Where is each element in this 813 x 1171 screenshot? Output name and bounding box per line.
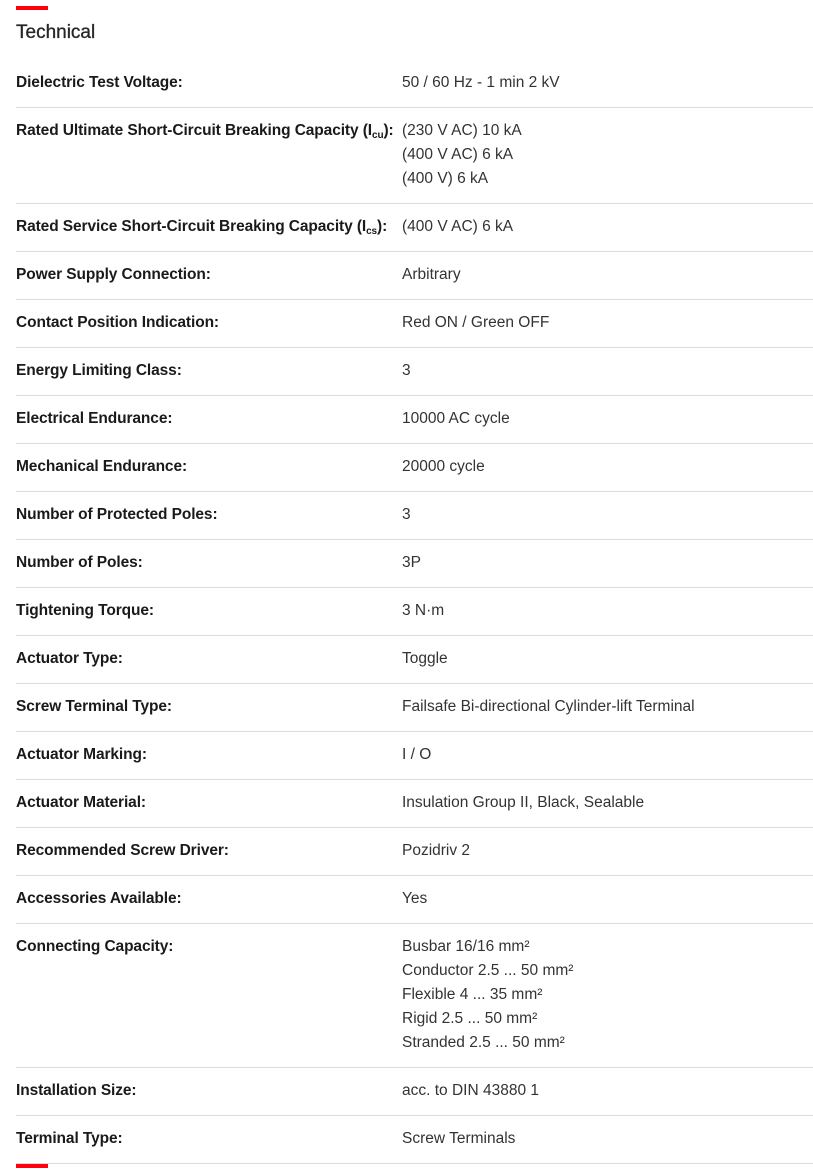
spec-label: Electrical Endurance: <box>16 410 173 427</box>
spec-value <box>402 791 813 815</box>
spec-label-suffix: ): <box>377 218 388 235</box>
spec-value <box>402 887 813 911</box>
section-accent-bar <box>16 6 48 10</box>
spec-row <box>16 204 813 252</box>
spec-value-line: Failsafe Bi-directional Cylinder-lift Terminal <box>402 698 695 715</box>
spec-row <box>16 588 813 636</box>
spec-row <box>16 348 813 396</box>
spec-row <box>16 300 813 348</box>
spec-row <box>16 492 813 540</box>
spec-value-line: 3 <box>402 506 411 523</box>
spec-value <box>402 263 813 287</box>
spec-value <box>402 359 813 383</box>
spec-value-line: (400 V AC) 6 kA <box>402 218 514 235</box>
spec-value <box>402 743 813 767</box>
spec-value <box>402 695 813 719</box>
spec-value <box>402 311 813 335</box>
spec-value-line: I / O <box>402 746 432 763</box>
next-section-accent-bar <box>16 1164 48 1168</box>
spec-value <box>402 503 813 527</box>
spec-label: Connecting Capacity: <box>16 938 174 955</box>
spec-row <box>16 108 813 204</box>
spec-label: Energy Limiting Class: <box>16 362 182 379</box>
spec-value <box>402 647 813 671</box>
spec-value-line: Conductor 2.5 ... 50 mm² <box>402 962 574 979</box>
spec-value-line: Busbar 16/16 mm² <box>402 938 530 955</box>
spec-value <box>402 215 813 239</box>
spec-label: Dielectric Test Voltage: <box>16 74 183 91</box>
spec-value <box>402 839 813 863</box>
spec-row <box>16 1068 813 1116</box>
spec-value-line: (230 V AC) 10 kA <box>402 122 522 139</box>
spec-label: Actuator Type: <box>16 650 123 667</box>
spec-value <box>402 71 813 95</box>
spec-value-line: Toggle <box>402 650 448 667</box>
spec-row <box>16 396 813 444</box>
spec-value-line: Rigid 2.5 ... 50 mm² <box>402 1010 538 1027</box>
spec-value <box>402 599 813 623</box>
spec-label-suffix: ): <box>383 122 394 139</box>
spec-value-line: 10000 AC cycle <box>402 410 510 427</box>
spec-label-text: Rated Service Short-Circuit Breaking Capacity (I <box>16 218 367 235</box>
spec-value-line: Pozidriv 2 <box>402 842 471 859</box>
spec-value-line: 20000 cycle <box>402 458 485 475</box>
spec-row <box>16 732 813 780</box>
spec-label: Mechanical Endurance: <box>16 458 188 475</box>
spec-value <box>402 407 813 431</box>
spec-label: Installation Size: <box>16 1082 137 1099</box>
spec-label: Contact Position Indication: <box>16 314 219 331</box>
spec-value-line: (400 V AC) 6 kA <box>402 146 514 163</box>
spec-value-line: Yes <box>402 890 428 907</box>
spec-label: Accessories Available: <box>16 890 182 907</box>
spec-row <box>16 876 813 924</box>
spec-table <box>16 60 813 1164</box>
spec-label: Number of Poles: <box>16 554 143 571</box>
spec-value-line: 3 N·m <box>402 602 445 619</box>
spec-label: Actuator Marking: <box>16 746 147 763</box>
spec-value-line: 50 / 60 Hz - 1 min 2 kV <box>402 74 560 91</box>
spec-value <box>402 455 813 479</box>
spec-row <box>16 780 813 828</box>
section-title: Technical <box>16 22 96 43</box>
spec-value <box>402 935 813 1055</box>
spec-label-text: Rated Ultimate Short-Circuit Breaking Capacity (I <box>16 122 372 139</box>
spec-row <box>16 636 813 684</box>
spec-value-line: Screw Terminals <box>402 1130 516 1147</box>
spec-label <box>16 215 402 239</box>
spec-value <box>402 119 813 191</box>
spec-label <box>16 119 402 191</box>
spec-row <box>16 924 813 1068</box>
spec-value-line: Insulation Group II, Black, Sealable <box>402 794 645 811</box>
spec-value-line: 3 <box>402 362 411 379</box>
spec-label-subscript: cs <box>366 226 378 237</box>
spec-value <box>402 551 813 575</box>
spec-label: Terminal Type: <box>16 1130 123 1147</box>
spec-value <box>402 1079 813 1103</box>
spec-label: Number of Protected Poles: <box>16 506 218 523</box>
spec-label: Tightening Torque: <box>16 602 154 619</box>
spec-value-line: Red ON / Green OFF <box>402 314 550 331</box>
spec-row <box>16 1116 813 1164</box>
spec-label: Actuator Material: <box>16 794 146 811</box>
spec-label: Screw Terminal Type: <box>16 698 172 715</box>
spec-label: Power Supply Connection: <box>16 266 211 283</box>
spec-row <box>16 444 813 492</box>
spec-label: Recommended Screw Driver: <box>16 842 229 859</box>
spec-row <box>16 60 813 108</box>
spec-label-subscript: cu <box>371 130 384 141</box>
spec-value <box>402 1127 813 1151</box>
spec-value-line: (400 V) 6 kA <box>402 170 489 187</box>
spec-value-line: acc. to DIN 43880 1 <box>402 1082 539 1099</box>
spec-row <box>16 828 813 876</box>
spec-value-line: Arbitrary <box>402 266 461 283</box>
spec-row <box>16 540 813 588</box>
spec-row <box>16 252 813 300</box>
spec-row <box>16 684 813 732</box>
spec-value-line: Stranded 2.5 ... 50 mm² <box>402 1034 565 1051</box>
spec-value-line: Flexible 4 ... 35 mm² <box>402 986 543 1003</box>
spec-value-line: 3P <box>402 554 421 571</box>
